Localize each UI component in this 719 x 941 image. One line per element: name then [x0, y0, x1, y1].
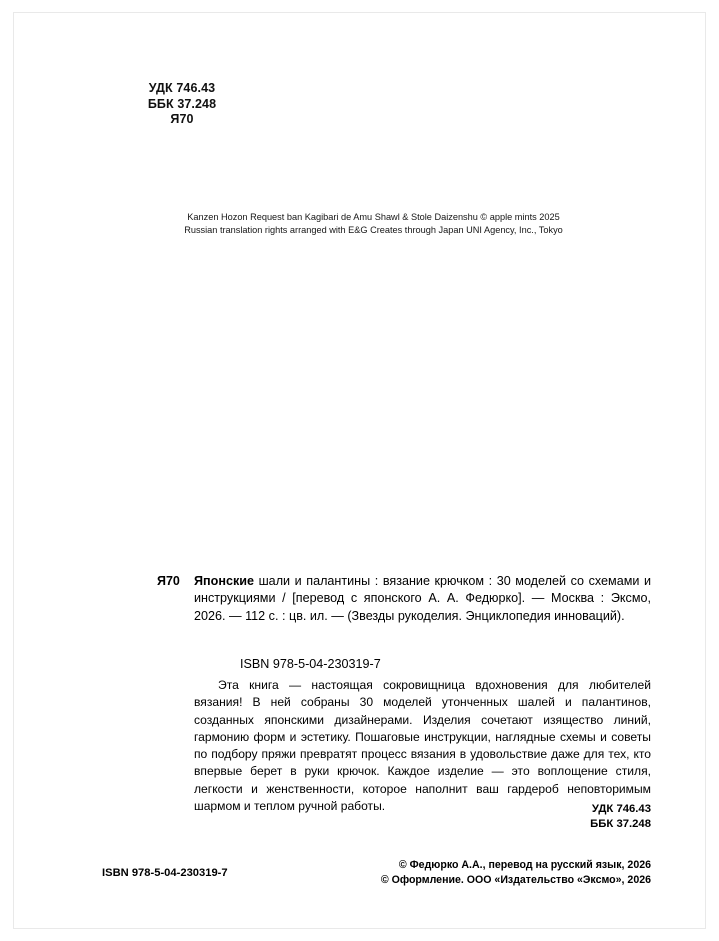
- rights-line-1: Kanzen Hozon Request ban Kagibari de Amu Shawl & Stole Daizenshu © apple mints 2025: [187, 212, 560, 222]
- page-sheet: [14, 13, 705, 928]
- copyright-line-2: © Оформление. ООО «Издательство «Эксмо», 2026: [380, 874, 651, 886]
- record-sigla: Я70: [157, 574, 180, 588]
- udk-code-bottom: УДК 746.43: [591, 803, 651, 815]
- record-body: шали и палантины : вязание крючком : 30 моделей со схемами и инструкциями / [перевод с японского А. А. Федюрко]. — Москва : Эксмо, 2026. — 112 с. : цв. ил. — (Звезды рукоделия. Энциклопедия инноваций).: [194, 574, 651, 623]
- isbn-footer: ISBN 978-5-04-230319-7: [102, 867, 228, 879]
- rights-notice: [14, 211, 719, 238]
- udk-code: УДК 746.43: [148, 81, 216, 95]
- bbk-code-bottom: ББК 37.248: [590, 817, 651, 830]
- bibliographic-record: [157, 573, 651, 625]
- copyright-line-1: © Федюрко А.А., перевод на русский язык, 2026: [398, 859, 651, 871]
- record-description: [194, 573, 651, 625]
- copyright-block: [314, 858, 651, 888]
- classification-codes-top: [102, 81, 262, 128]
- record-title-bold: Японские: [194, 574, 255, 588]
- isbn-main: ISBN 978-5-04-230319-7: [240, 657, 381, 671]
- record-row: [157, 573, 651, 625]
- author-sign: Я70: [170, 112, 194, 126]
- annotation-text: Эта книга — настоящая сокровищница вдохновения для любителей вязания! В ней собраны 30 моделей утонченных шалей и палантинов, созданных японскими дизайнерами. Изделия сочетают изящество линий, гармонию форм и эстетику. Пошаговые инструкции, наглядные схемы и советы по подбору пряжи превратят процесс вязания в удовольствие даже для тех, кто впервые берет в руки крючок. Каждое изделие — это воплощение стиля, легкости и женственности, которое наполнит ваш гардероб неповторимым шармом и теплом ручной работы.: [194, 678, 651, 814]
- classification-codes-bottom: [451, 802, 651, 831]
- rights-line-2: Russian translation rights arranged with E&G Creates through Japan UNI Agency, Inc., Tokyo: [184, 225, 563, 236]
- bbk-code: ББК 37.248: [147, 96, 217, 111]
